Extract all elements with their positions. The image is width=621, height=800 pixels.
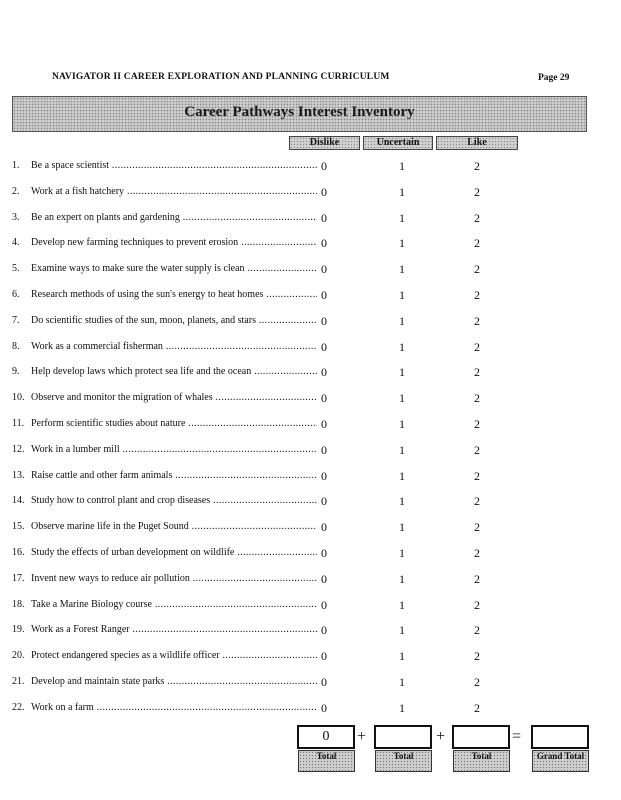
rating-like[interactable]: 2 — [474, 675, 480, 689]
inventory-item — [0, 702, 621, 718]
rating-uncertain[interactable]: 1 — [399, 700, 405, 715]
inventory-item — [0, 573, 621, 589]
total-box-uncertain[interactable] — [374, 725, 432, 749]
rating-like[interactable]: 2 — [474, 597, 480, 612]
rating-like[interactable]: 2 — [474, 236, 480, 251]
item-number: 10. — [12, 392, 25, 404]
column-header-like: Like — [436, 136, 518, 150]
item-number: 2. — [12, 185, 20, 197]
item-statement: Develop and maintain state parks ..... — [31, 676, 317, 687]
grand-total-box[interactable] — [531, 725, 589, 749]
rating-uncertain[interactable]: 1 — [399, 623, 405, 638]
inventory-item — [0, 444, 621, 460]
page-number: Page 29 — [538, 73, 570, 83]
item-statement: Work at a fish hatchery ..... — [31, 186, 317, 197]
rating-uncertain[interactable]: 1 — [399, 159, 405, 173]
rating-dislike[interactable]: 0 — [321, 210, 327, 225]
item-number: 12. — [12, 443, 25, 455]
column-header-dislike: Dislike — [289, 136, 360, 150]
plus-sign: + — [357, 728, 367, 745]
rating-uncertain[interactable]: 1 — [399, 365, 405, 380]
item-number: 14. — [12, 495, 25, 507]
rating-dislike[interactable]: 0 — [321, 313, 327, 328]
item-number: 19. — [12, 624, 25, 636]
equals-sign: = — [512, 728, 522, 745]
inventory-item — [0, 160, 621, 176]
rating-like[interactable]: 2 — [474, 365, 480, 380]
inventory-item — [0, 237, 621, 253]
rating-dislike[interactable]: 0 — [321, 236, 327, 251]
rating-dislike[interactable]: 0 — [321, 442, 327, 457]
rating-like[interactable]: 2 — [474, 184, 480, 199]
item-statement: Raise cattle and other farm animals ..... — [31, 470, 317, 481]
inventory-item — [0, 624, 621, 640]
rating-like[interactable]: 2 — [474, 210, 480, 225]
rating-dislike[interactable]: 0 — [321, 184, 327, 199]
item-statement: Be an expert on plants and gardening ..... — [31, 212, 317, 223]
item-number: 11. — [12, 418, 25, 429]
total-label-like: Total — [453, 750, 510, 772]
rating-like[interactable]: 2 — [474, 571, 480, 586]
rating-uncertain[interactable]: 1 — [399, 494, 405, 509]
rating-uncertain[interactable]: 1 — [399, 339, 405, 354]
total-label-dislike: Total — [298, 750, 355, 772]
column-header-uncertain: Uncertain — [363, 136, 433, 150]
inventory-item — [0, 676, 621, 692]
inventory-item — [0, 366, 621, 382]
inventory-item — [0, 650, 621, 666]
item-number: 15. — [12, 521, 25, 533]
inventory-item — [0, 263, 621, 279]
rating-uncertain[interactable]: 1 — [399, 597, 405, 612]
rating-uncertain[interactable]: 1 — [399, 417, 405, 431]
rating-uncertain[interactable]: 1 — [399, 442, 405, 457]
inventory-item — [0, 418, 621, 434]
item-number: 17. — [12, 572, 25, 584]
rating-dislike[interactable]: 0 — [321, 391, 327, 406]
rating-like[interactable]: 2 — [474, 339, 480, 354]
item-statement: Work as a commercial fisherman ..... — [31, 341, 317, 352]
inventory-item — [0, 521, 621, 537]
inventory-item — [0, 186, 621, 202]
item-number: 18. — [12, 598, 25, 610]
rating-dislike[interactable]: 0 — [321, 365, 327, 380]
rating-uncertain[interactable]: 1 — [399, 184, 405, 199]
rating-dislike[interactable]: 0 — [321, 571, 327, 586]
item-statement: Study how to control plant and crop diseases ..... — [31, 495, 317, 506]
item-statement: Examine ways to make sure the water supply is clean ..... — [31, 263, 317, 274]
total-box-dislike[interactable]: 0 — [297, 725, 355, 749]
rating-dislike[interactable]: 0 — [321, 417, 327, 431]
rating-dislike[interactable]: 0 — [321, 546, 327, 560]
rating-uncertain[interactable]: 1 — [399, 288, 405, 302]
inventory-item — [0, 470, 621, 486]
inventory-item — [0, 599, 621, 615]
curriculum-title: NAVIGATOR II CAREER EXPLORATION AND PLANNING CURRICULUM — [52, 72, 390, 82]
rating-like[interactable]: 2 — [474, 313, 480, 328]
item-number: 20. — [12, 650, 25, 662]
item-statement: Be a space scientist ..... — [31, 160, 317, 171]
rating-uncertain[interactable]: 1 — [399, 520, 405, 535]
rating-uncertain[interactable]: 1 — [399, 313, 405, 328]
grand-total-label: Grand Total — [532, 750, 589, 772]
inventory-banner — [12, 96, 587, 132]
item-statement: Observe and monitor the migration of whales ..... — [31, 392, 317, 403]
item-number: 16. — [12, 547, 25, 558]
item-number: 4. — [12, 237, 20, 249]
item-number: 5. — [12, 263, 20, 275]
rating-dislike[interactable]: 0 — [321, 520, 327, 535]
rating-like[interactable]: 2 — [474, 442, 480, 457]
rating-like[interactable]: 2 — [474, 288, 480, 302]
item-number: 13. — [12, 469, 25, 481]
rating-dislike[interactable]: 0 — [321, 597, 327, 612]
rating-like[interactable]: 2 — [474, 417, 480, 431]
inventory-title: Career Pathways Interest Inventory — [184, 104, 415, 120]
rating-dislike[interactable]: 0 — [321, 288, 327, 302]
plus-sign: + — [436, 728, 446, 745]
rating-dislike[interactable]: 0 — [321, 159, 327, 173]
item-statement: Protect endangered species as a wildlife officer ..... — [31, 650, 317, 661]
rating-uncertain[interactable]: 1 — [399, 546, 405, 560]
rating-dislike[interactable]: 0 — [321, 494, 327, 509]
item-number: 8. — [12, 340, 20, 352]
item-statement: Work in a lumber mill ..... — [31, 444, 317, 455]
inventory-item — [0, 315, 621, 331]
item-statement: Take a Marine Biology course ..... — [31, 599, 317, 610]
item-statement: Work on a farm ..... — [31, 702, 317, 713]
rating-uncertain[interactable]: 1 — [399, 468, 405, 483]
total-label-uncertain: Total — [375, 750, 432, 772]
rating-like[interactable]: 2 — [474, 468, 480, 483]
inventory-item — [0, 212, 621, 228]
inventory-item — [0, 547, 621, 563]
rating-like[interactable]: 2 — [474, 520, 480, 535]
rating-dislike[interactable]: 0 — [321, 262, 327, 277]
rating-like[interactable]: 2 — [474, 649, 480, 664]
item-number: 22. — [12, 701, 25, 713]
inventory-item — [0, 392, 621, 408]
item-number: 1. — [12, 160, 20, 171]
item-number: 9. — [12, 366, 20, 378]
rating-uncertain[interactable]: 1 — [399, 236, 405, 251]
rating-uncertain[interactable]: 1 — [399, 210, 405, 225]
item-number: 6. — [12, 289, 20, 300]
rating-dislike[interactable]: 0 — [321, 700, 327, 715]
rating-like[interactable]: 2 — [474, 391, 480, 406]
rating-dislike[interactable]: 0 — [321, 468, 327, 483]
rating-like[interactable]: 2 — [474, 546, 480, 560]
item-statement: Help develop laws which protect sea life and the ocean ..... — [31, 366, 317, 377]
item-number: 21. — [12, 676, 25, 687]
item-statement: Study the effects of urban development on wildlife ..... — [31, 547, 317, 558]
rating-dislike[interactable]: 0 — [321, 339, 327, 354]
rating-like[interactable]: 2 — [474, 262, 480, 277]
inventory-item — [0, 341, 621, 357]
total-box-like[interactable] — [452, 725, 510, 749]
item-number: 7. — [12, 314, 20, 326]
rating-uncertain[interactable]: 1 — [399, 649, 405, 664]
item-statement: Perform scientific studies about nature ..... — [31, 418, 317, 429]
rating-dislike[interactable]: 0 — [321, 623, 327, 638]
rating-dislike[interactable]: 0 — [321, 675, 327, 689]
inventory-item — [0, 495, 621, 511]
item-statement: Do scientific studies of the sun, moon, planets, and stars ..... — [31, 315, 317, 326]
inventory-item — [0, 289, 621, 305]
rating-uncertain[interactable]: 1 — [399, 675, 405, 689]
item-statement: Work as a Forest Ranger ..... — [31, 624, 317, 635]
rating-dislike[interactable]: 0 — [321, 649, 327, 664]
item-statement: Observe marine life in the Puget Sound ..... — [31, 521, 317, 532]
rating-uncertain[interactable]: 1 — [399, 571, 405, 586]
rating-like[interactable]: 2 — [474, 623, 480, 638]
rating-like[interactable]: 2 — [474, 700, 480, 715]
rating-like[interactable]: 2 — [474, 159, 480, 173]
rating-uncertain[interactable]: 1 — [399, 391, 405, 406]
rating-like[interactable]: 2 — [474, 494, 480, 509]
item-statement: Develop new farming techniques to prevent erosion ..... — [31, 237, 317, 248]
item-statement: Research methods of using the sun's energy to heat homes ..... — [31, 289, 317, 300]
item-statement: Invent new ways to reduce air pollution ..... — [31, 573, 317, 584]
item-number: 3. — [12, 211, 20, 223]
rating-uncertain[interactable]: 1 — [399, 262, 405, 277]
